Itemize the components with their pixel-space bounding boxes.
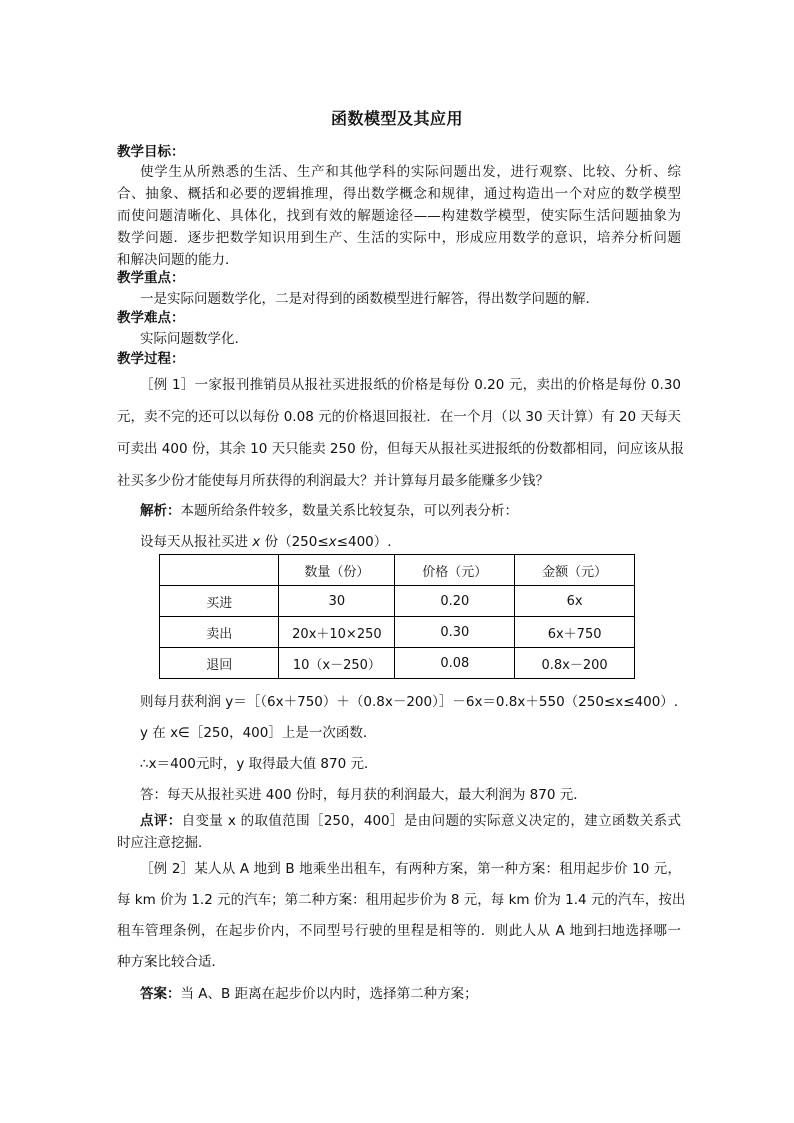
answer-text: 当 A、B 距离在起步价以内时，选择第二种方案； xyxy=(180,986,478,1002)
ex2-line-1: ［例 2］某人从 A 地到 B 地乘坐出租车，有两种方案，第一种方案：租用起步价 10 元， xyxy=(140,861,681,877)
ex1-answer-line: 答：每天从报社买进 400 份时，每月获的利润最大，最大利润为 870 元． xyxy=(140,787,587,803)
difficulty-text: 实际问题数学化. xyxy=(140,331,239,347)
table-cell: 买进 xyxy=(160,586,279,617)
table-cell: 0.30 xyxy=(395,617,515,648)
table-cell: 10（x－250） xyxy=(279,648,395,679)
table-cell: 6x xyxy=(515,586,635,617)
ex1-profit-line: 则每月获利润 y＝［（6x＋750）＋（0.8x－200）］－6x＝0.8x＋550（250≤x≤400）. xyxy=(140,694,679,710)
table-cell: 30 xyxy=(279,586,395,617)
ex1-max-line: ∴x＝400元时，y 取得最大值 870 元． xyxy=(140,756,378,772)
table-cell: 退回 xyxy=(160,648,279,679)
table-cell: 0.20 xyxy=(395,586,515,617)
table-header-cell: 价格（元） xyxy=(395,555,515,586)
table-cell: 20x＋10×250 xyxy=(279,617,395,648)
goal-heading: 教学目标： xyxy=(117,144,185,160)
ex1-line-2: 元，卖不完的还可以以每份 0.08 元的价格退回报社．在一个月（以 30 天计算）有 20 天每天 xyxy=(117,409,681,425)
answer-label: 答案： xyxy=(140,986,181,1002)
goal-line-2: 合、抽象、概括和必要的逻辑推理，得出数学概念和规律，通过构造出一个对应的数学模型 xyxy=(117,186,681,202)
ex2-answer xyxy=(140,982,681,1002)
table-cell: 6x＋750 xyxy=(515,617,635,648)
table-cell: 卖出 xyxy=(160,617,279,648)
table-header-cell xyxy=(160,555,279,586)
analysis-label: 解析： xyxy=(140,503,181,519)
table-row xyxy=(160,617,635,648)
key-heading: 教学重点： xyxy=(117,270,185,286)
table-cell: 0.8x－200 xyxy=(515,648,635,679)
table-header-cell: 金额（元） xyxy=(515,555,635,586)
comment-text: 自变量 x 的取值范围［250，400］是由问题的实际意义决定的，建立函数关系式 xyxy=(181,813,682,829)
table-row xyxy=(160,648,635,679)
goal-line-5: 和解决问题的能力． xyxy=(117,252,239,268)
difficulty-heading: 教学难点： xyxy=(117,310,185,326)
table-row xyxy=(160,586,635,617)
setup-mid: 份（250≤ xyxy=(260,534,329,550)
goal-line-4: 数学问题．逐步把数学知识用到生产、生活的实际中，形成应用数学的意识，培养分析问题 xyxy=(117,230,681,246)
ex2-line-3: 租车管理条例，在起步价内，不同型号行驶的里程是相等的．则此人从 A 地到扫地选择哪一 xyxy=(117,923,681,939)
ex1-linear-line: y 在 x∈［250，400］上是一次函数． xyxy=(140,725,377,741)
setup-pre: 设每天从报社买进 xyxy=(140,534,253,550)
ex1-line-4: 社买多少份才能使每月所获得的利润最大？并计算每月最多能赚多少钱？ xyxy=(117,473,549,489)
goal-line-3: 而使问题清晰化、具体化，找到有效的解题途径——构建数学模型，使实际生活问题抽象为 xyxy=(117,208,681,224)
ex1-table xyxy=(159,554,635,679)
key-text: 一是实际问题数学化，二是对得到的函数模型进行解答，得出数学问题的解. xyxy=(140,291,590,307)
ex1-setup xyxy=(140,530,681,550)
goal-line-1: 使学生从所熟悉的生活、生产和其他学科的实际问题出发，进行观察、比较、分析、综 xyxy=(140,164,681,180)
setup-var: x xyxy=(252,534,261,550)
table-header-row xyxy=(160,555,635,586)
analysis-text: 本题所给条件较多，数量关系比较复杂，可以列表分析： xyxy=(180,503,518,519)
setup-var2: x xyxy=(328,534,337,550)
ex1-analysis xyxy=(140,499,681,519)
setup-post: ≤400）. xyxy=(336,534,392,550)
table-cell: 0.08 xyxy=(395,648,515,679)
comment-label: 点评： xyxy=(140,813,182,829)
page-title: 函数模型及其应用 xyxy=(330,109,463,128)
ex2-line-2: 每 km 价为 1.2 元的汽车；第二种方案：租用起步价为 8 元，每 km 价为 1.4 元的汽车，按出 xyxy=(117,892,686,908)
ex1-line-1: ［例 1］一家报刊推销员从报社买进报纸的价格是每份 0.20 元，卖出的价格是每份 0.30 xyxy=(140,377,681,393)
table-header-cell: 数量（份） xyxy=(279,555,395,586)
process-heading: 教学过程： xyxy=(117,351,185,367)
ex1-comment-line-2: 时应注意挖掘． xyxy=(117,835,212,851)
ex1-line-3: 可卖出 400 份，其余 10 天只能卖 250 份，但每天从报社买进报纸的份数都相同，问应该从报 xyxy=(117,441,684,457)
ex2-line-4: 种方案比较合适． xyxy=(117,954,225,970)
ex1-comment-line-1 xyxy=(140,809,681,829)
